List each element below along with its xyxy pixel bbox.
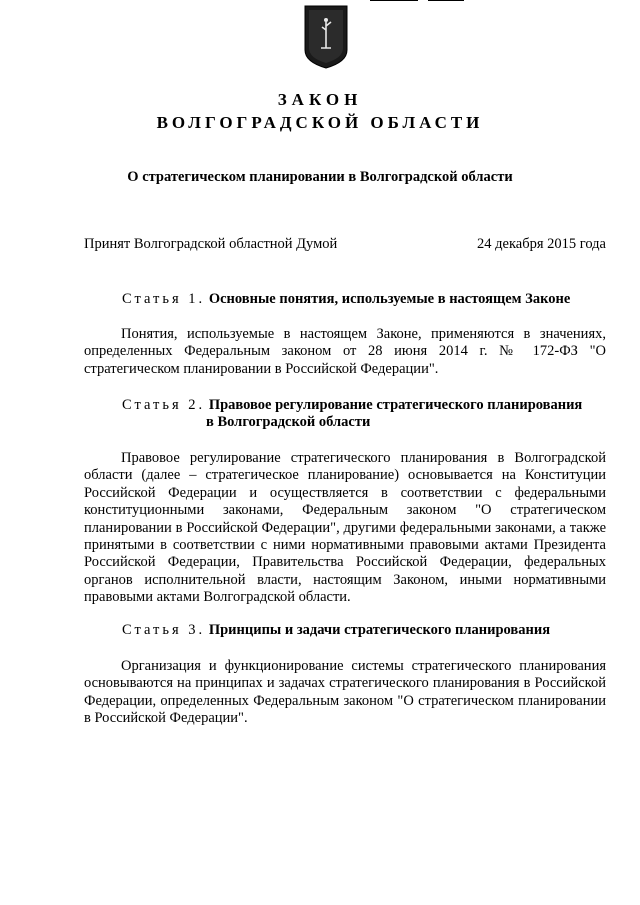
article-3-text: Организация и функционирование системы стратегического планирования основываются на принципах и задачах стратегического планирования в Российской Федерации, определенных Федеральным законом "О стратегическом планировании в Российской Федерации". (84, 658, 606, 727)
law-subtitle: О стратегическом планировании в Волгоградской области (127, 169, 513, 185)
article-2-heading (122, 397, 582, 431)
article-3-heading (122, 622, 550, 639)
article-prefix: Статья 1. (122, 291, 206, 307)
article-prefix: Статья 2. (122, 397, 206, 413)
article-1-text: Понятия, используемые в настоящем Законе, применяются в значениях, определенных Федеральным законом от 28 июня 2014 г. № 172-ФЗ "О стратегическом планировании в Российской Федерации". (84, 326, 606, 377)
adoption-date: 24 декабря 2015 года (477, 236, 606, 252)
article-2-text: Правовое регулирование стратегического планирования в Волгоградской области (далее – стратегическое планирование) основывается на Конституции Российской Федерации и осуществляется в соответствии с федеральными конституционными законами, Федеральным законом "О стратегическом планировании в Российской Федерации", другими федеральными законами, а также принятыми в соответствии с ними нормативными правовыми актами Президента Российской Федерации, Правительства Российской Федерации, федеральных органов исполнительной власти, настоящим Законом, иными нормативными правовыми актами Волгоградской области. (84, 450, 606, 606)
article-title: Правовое регулирование стратегического планирования (208, 397, 583, 413)
top-mark-line (428, 0, 464, 1)
adoption-row (84, 236, 606, 253)
law-label: ЗАКОН (277, 90, 363, 109)
article-title: Основные понятия, используемые в настоящем Законе (208, 291, 571, 307)
adopted-by-text: Принят Волгоградской областной Думой (84, 236, 338, 252)
top-mark-line (370, 0, 418, 1)
coat-of-arms-emblem (303, 4, 349, 70)
article-title: Принципы и задачи стратегического планирования (208, 622, 551, 638)
article-1-heading (122, 291, 570, 308)
article-prefix: Статья 3. (122, 622, 206, 638)
article-title-continuation: в Волгоградской области (206, 414, 371, 430)
region-label: ВОЛГОГРАДСКОЙ ОБЛАСТИ (156, 113, 484, 132)
